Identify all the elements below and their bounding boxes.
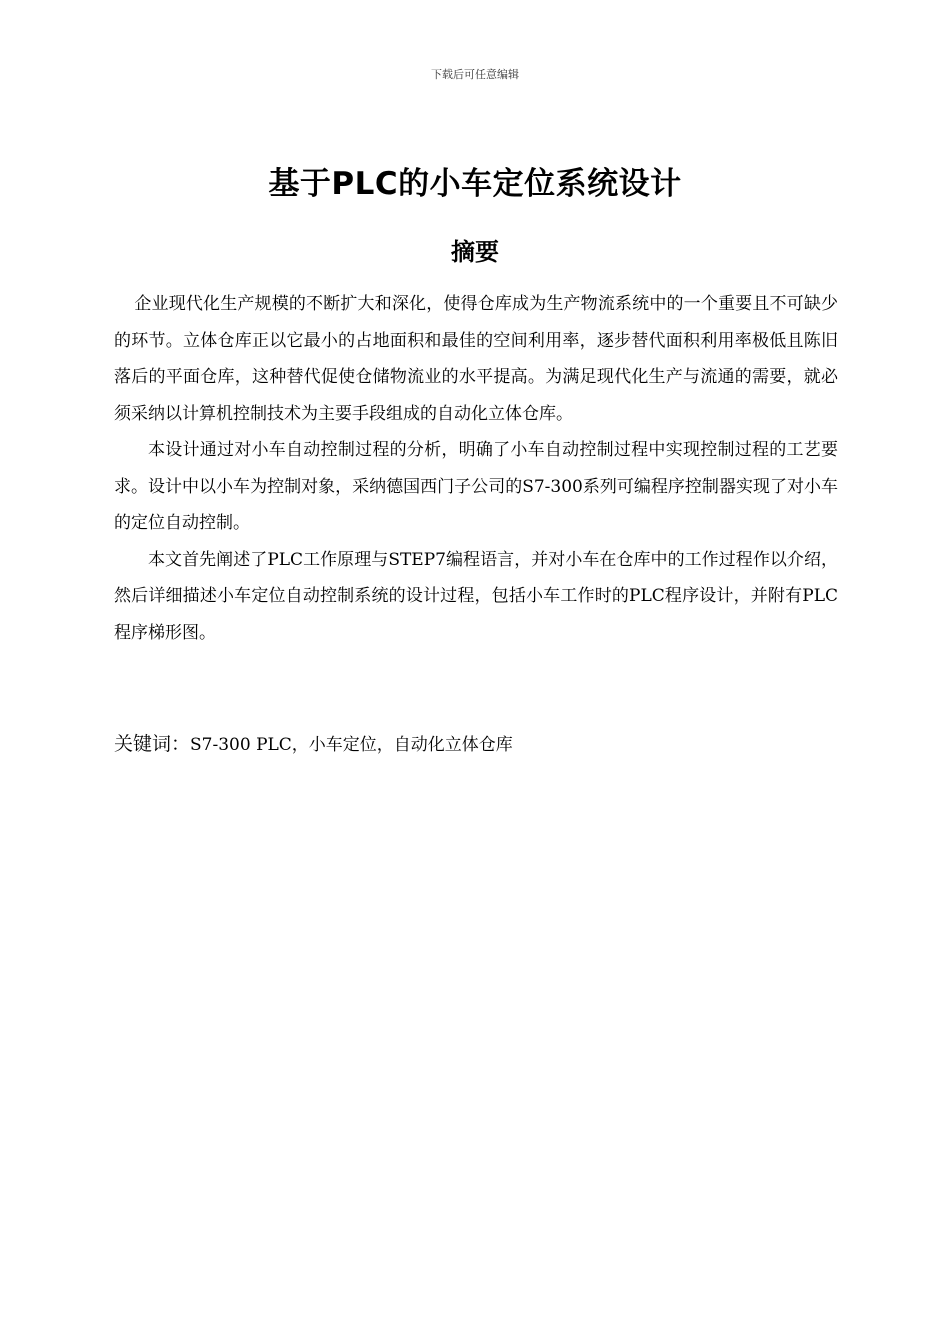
keywords-label: 关键词： bbox=[114, 733, 191, 755]
abstract-heading: 摘要 bbox=[451, 238, 499, 266]
header-note: 下载后可任意编辑 bbox=[431, 68, 519, 81]
keywords-line bbox=[114, 728, 838, 761]
abstract-paragraph-3: 本文首先阐述了PLC工作原理与STEP7编程语言，并对小车在仓库中的工作过程作以介绍，然后详细描述小车定位自动控制系统的设计过程，包括小车工作时的PLC程序设计，并附有PLC程序梯形图。 bbox=[114, 549, 838, 643]
keywords-value: S7-300 PLC，小车定位，自动化立体仓库 bbox=[190, 735, 513, 755]
document-title: 基于PLC的小车定位系统设计 bbox=[268, 166, 682, 202]
abstract-paragraph-2: 本设计通过对小车自动控制过程的分析，明确了小车自动控制过程中实现控制过程的工艺要求。设计中以小车为控制对象，采纳德国西门子公司的S7-300系列可编程序控制器实现了对小车的定位自动控制。 bbox=[114, 440, 838, 533]
abstract-paragraph-1: 企业现代化生产规模的不断扩大和深化，使得仓库成为生产物流系统中的一个重要且不可缺少的环节。立体仓库正以它最小的占地面积和最佳的空间利用率，逐步替代面积利用率极低且陈旧落后的平面仓库，这种替代促使仓储物流业的水平提高。为满足现代化生产与流通的需要，就必须采纳以计算机控制技术为主要手段组成的自动化立体仓库。 bbox=[114, 294, 838, 424]
abstract-body bbox=[114, 286, 838, 651]
